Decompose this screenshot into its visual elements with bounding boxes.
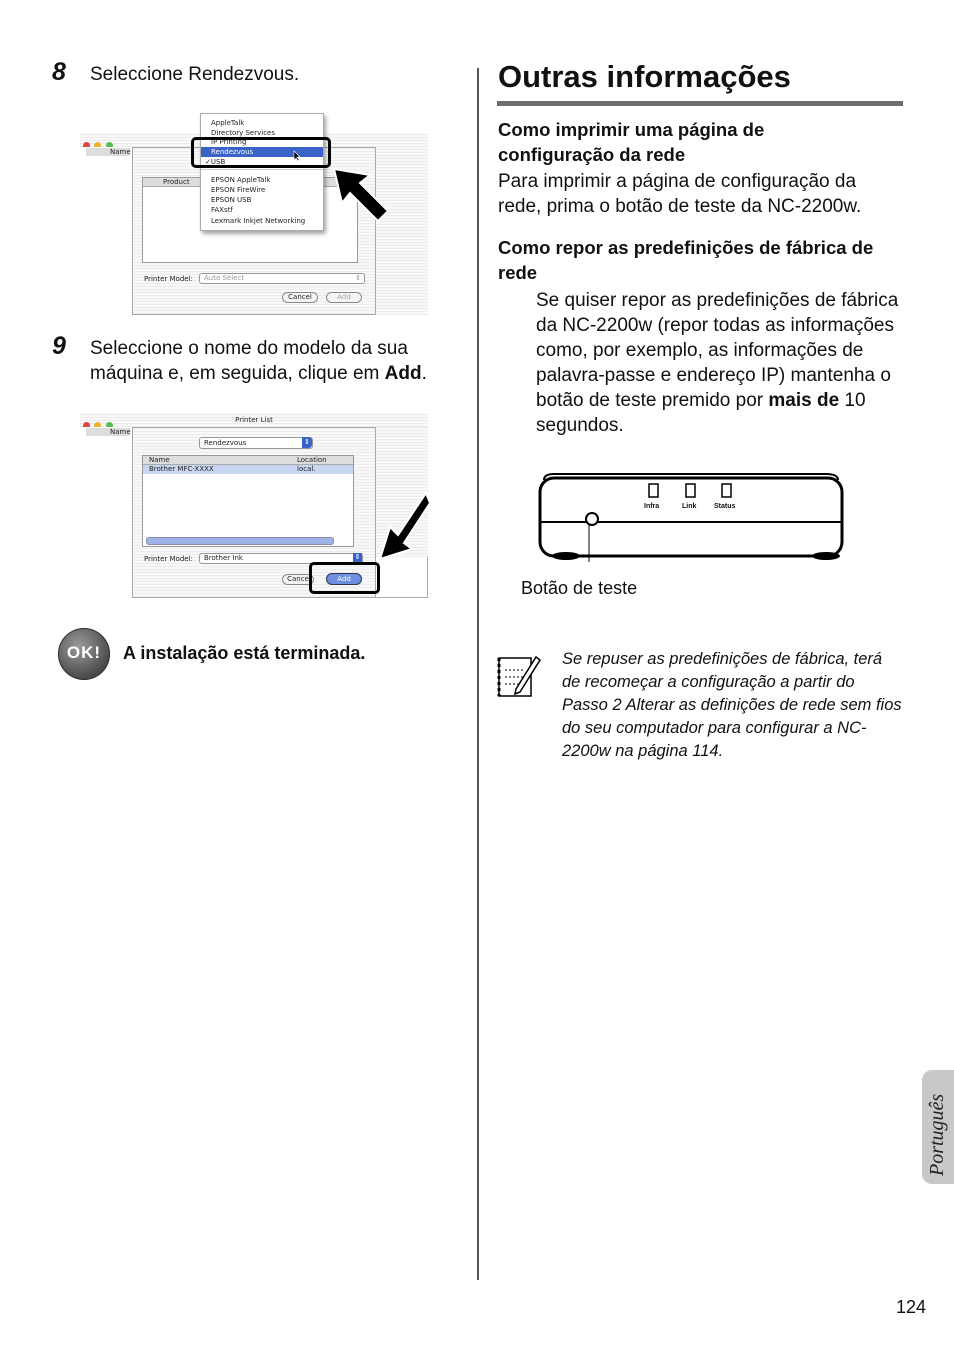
language-tab: [922, 1070, 954, 1184]
para-factory-reset: Se quiser repor as predefinições de fábrica da NC-2200w (repor todas as informações como, por exemplo, as informações de palavra-passe e endereço IP) mantenha o botão de teste premido por mais de 10 segundos.: [536, 290, 899, 436]
table-header: [143, 456, 353, 465]
sidebar-header: Name: [86, 148, 130, 156]
menu-item-epson-usb[interactable]: EPSON USB: [211, 196, 252, 204]
window-titlebar: [80, 413, 428, 428]
led-infra-icon: [649, 484, 658, 497]
sidebar: [80, 427, 133, 598]
screenshot-rendezvous-menu: [80, 113, 428, 315]
printer-model-select[interactable]: Auto Select ⇕: [199, 273, 365, 284]
nc-2200w-device-illustration: [536, 470, 846, 562]
section-heading: Outras informações: [498, 59, 791, 94]
column-divider: [477, 68, 479, 1280]
window-title: Printer List: [235, 416, 273, 424]
horizontal-scrollbar[interactable]: [146, 537, 334, 545]
language-tab-label: Português: [926, 1093, 948, 1176]
step-number-9: 9: [52, 332, 66, 360]
subheading-print-config: Como imprimir uma página de configuração da rede: [498, 119, 765, 165]
heading-rule: [497, 101, 903, 106]
menu-item-directory-services[interactable]: Directory Services: [211, 129, 276, 137]
note-pencil-icon: [496, 653, 542, 699]
add-button[interactable]: Add: [326, 573, 362, 585]
menu-item-epson-firewire[interactable]: EPSON FireWire: [211, 186, 266, 194]
subheading-factory-reset: Como repor as predefinições de fábrica de rede: [498, 237, 874, 283]
printer-model-select[interactable]: Brother Ink ⇕: [199, 553, 363, 564]
sidebar-header: Name: [86, 428, 130, 436]
menu-item-rendezvous[interactable]: Rendezvous: [201, 147, 323, 157]
para-print-config: Para imprimir a página de configuração da rede, prima o botão de teste da NC-2200w.: [498, 171, 862, 217]
test-button-caption: Botão de teste: [521, 578, 638, 598]
add-button[interactable]: Add: [326, 292, 362, 303]
sidebar: [80, 147, 133, 315]
step-8-text: Seleccione Rendezvous.: [90, 64, 300, 85]
cancel-button[interactable]: Cancel: [282, 292, 318, 303]
device-foot-left: [552, 552, 580, 560]
printer-model-label: Printer Model:: [144, 555, 193, 563]
popup-arrows-icon: ⇕: [302, 437, 312, 448]
highlight-box: [191, 137, 331, 168]
protocol-menu: [200, 113, 324, 231]
led-label-status: Status: [714, 503, 736, 510]
ok-badge-label: OK!: [66, 643, 102, 662]
note-text: Se repuser as predefinições de fábrica, terá de recomeçar a configuração a partir do Passo 2 Alterar as definições de rede sem fios do seu computador para configurar a NC-2200w na página 114.: [562, 650, 902, 760]
product-column-header[interactable]: Product: [143, 178, 357, 187]
cancel-button[interactable]: Cance: [282, 574, 314, 585]
page-number: 124: [896, 1297, 927, 1317]
printer-table[interactable]: [142, 455, 354, 547]
ok-badge-icon: [58, 628, 110, 680]
table-row[interactable]: Brother MFC-XXXX local.: [143, 465, 353, 474]
menu-item-lexmark[interactable]: Lexmark Inkjet Networking: [211, 217, 306, 225]
select-arrows-icon: ⇕: [355, 274, 361, 282]
menu-item-appletalk[interactable]: AppleTalk: [211, 119, 245, 127]
column-name[interactable]: Name: [149, 456, 170, 464]
led-label-infra: Infra: [644, 503, 660, 510]
step-9-text: Seleccione o nome do modelo da sua máquina e, em seguida, clique em Add.: [90, 338, 427, 384]
step-number-8: 8: [52, 58, 66, 86]
highlight-box: [309, 562, 380, 594]
column-location[interactable]: Location: [297, 456, 327, 464]
led-label-link: Link: [682, 503, 697, 510]
connection-popup[interactable]: Rendezvous ⇕: [199, 437, 313, 449]
printer-model-label: Printer Model:: [144, 275, 193, 283]
screenshot-printer-list: [80, 413, 428, 598]
test-button-icon: [586, 513, 598, 525]
select-arrows-icon: ⇕: [354, 553, 361, 561]
pointer-arrow-icon: [330, 165, 392, 227]
led-status-icon: [722, 484, 731, 497]
completion-text: A instalação está terminada.: [123, 643, 366, 663]
device-foot-right: [812, 552, 840, 560]
menu-item-usb[interactable]: ✓USB: [205, 158, 226, 166]
menu-item-ip-printing[interactable]: IP Printing: [211, 138, 247, 146]
menu-item-faxstf[interactable]: FAXstf: [211, 206, 233, 214]
menu-separator: [201, 169, 323, 170]
menu-item-epson-appletalk[interactable]: EPSON AppleTalk: [211, 176, 271, 184]
pointer-arrow-icon: [372, 489, 432, 561]
led-link-icon: [686, 484, 695, 497]
